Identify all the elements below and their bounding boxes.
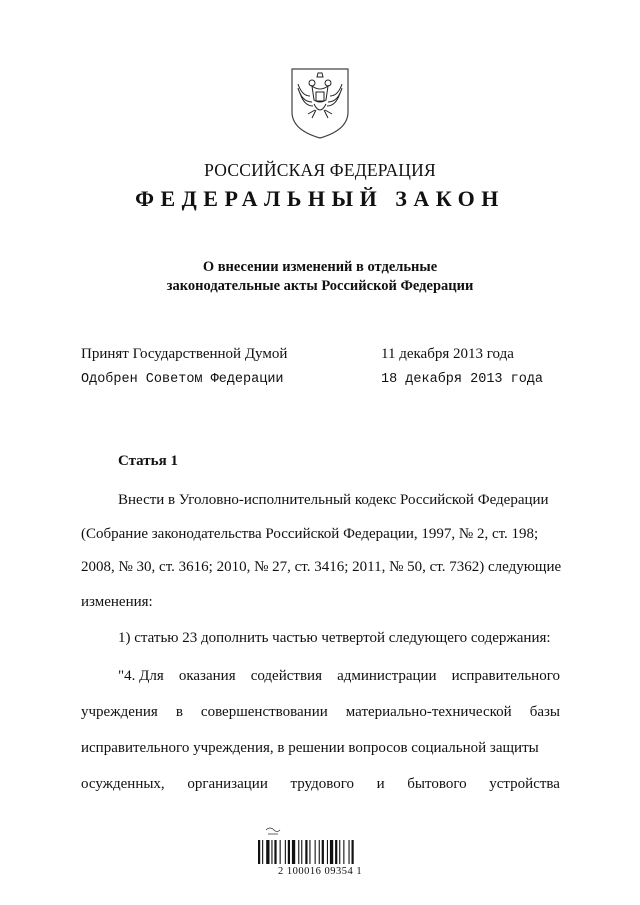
word: учреждения [81, 704, 158, 720]
law-title-line: О внесении изменений в отдельные [202, 259, 438, 275]
paragraph-line: (Собрание законодательства Российской Федерации, 1997, № 2, ст. 198; [81, 526, 539, 542]
word: в [175, 704, 183, 720]
justified-line [81, 738, 560, 758]
word: и [376, 776, 385, 792]
article-heading: Статья 1 [118, 453, 178, 469]
law-title [0, 258, 640, 296]
paragraph-line: изменения: [81, 594, 153, 610]
country-name: РОССИЙСКАЯ ФЕДЕРАЦИЯ [204, 160, 436, 180]
adopted-date: 11 декабря 2013 года [381, 346, 514, 362]
law-type-heading: ФЕДЕРАЛЬНЫЙ ЗАКОН [135, 186, 505, 211]
adopted-label: Принят Государственной Думой [81, 346, 288, 362]
word: трудового [290, 776, 354, 792]
barcode [240, 826, 390, 896]
approved-label: Одобрен Советом Федерации [81, 372, 284, 387]
paragraph-line: 1) статью 23 дополнить частью четвертой следующего содержания: [118, 630, 551, 646]
word: базы [529, 704, 560, 720]
word: исправительного учреждения, в решении вопросов социальной защиты [81, 740, 539, 756]
word: исправительного [451, 668, 560, 684]
word: организации [187, 776, 268, 792]
word: бытового [407, 776, 467, 792]
word: устройства [489, 776, 560, 792]
word: совершенствовании [200, 704, 328, 720]
coat-of-arms-icon [288, 66, 352, 140]
word: "4. Для [118, 668, 164, 684]
paragraph-line: 2008, № 30, ст. 3616; 2010, № 27, ст. 3416; 2011, № 50, ст. 7362) следующие [81, 559, 562, 575]
word: материально-технической [345, 704, 512, 720]
justified-line [81, 774, 560, 794]
approved-date: 18 декабря 2013 года [381, 372, 544, 387]
law-title-line: законодательные акты Российской Федерации [166, 278, 474, 294]
word: оказания [178, 668, 236, 684]
word: осужденных, [81, 776, 165, 792]
word: содействия [250, 668, 322, 684]
barcode-number: 2 100016 09354 1 [277, 866, 363, 877]
word: администрации [337, 668, 437, 684]
justified-line [118, 666, 560, 686]
paragraph-line: Внести в Уголовно-исполнительный кодекс Российской Федерации [118, 492, 549, 508]
justified-line [81, 702, 560, 722]
